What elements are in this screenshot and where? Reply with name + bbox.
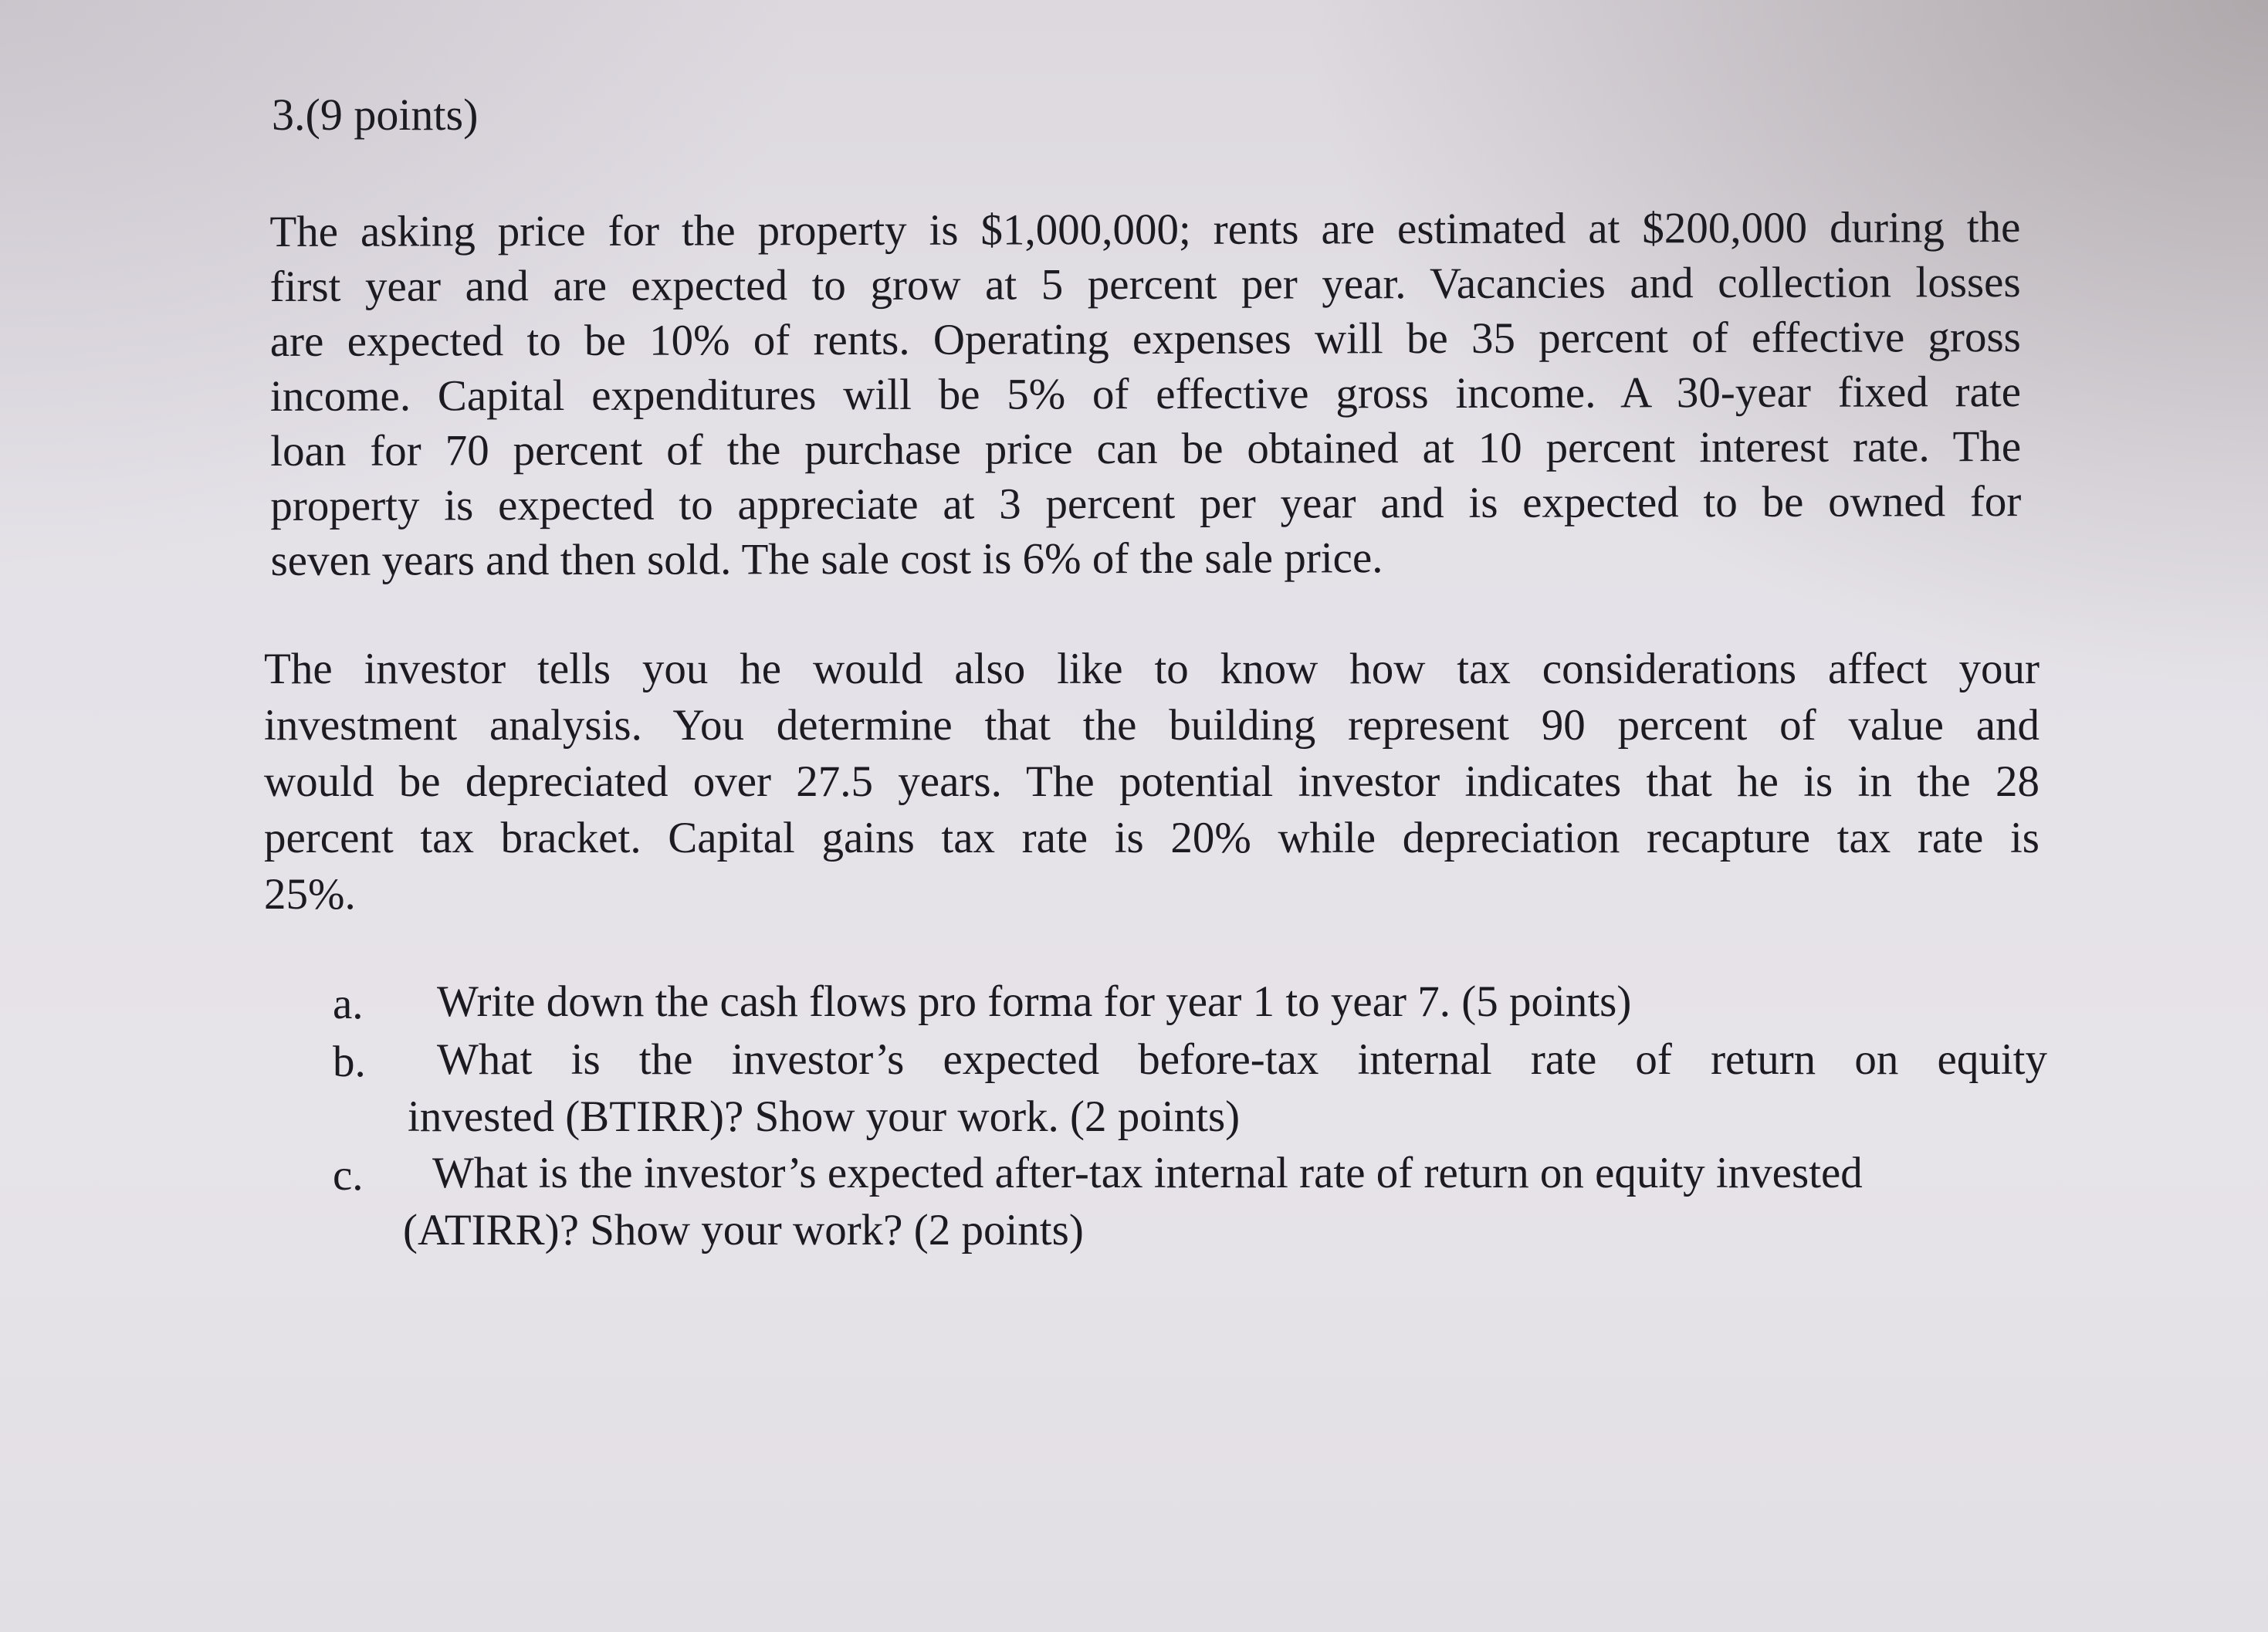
text-line: income. Capital expenditures will be 5% of effective gross income. A 30-year fixed rate — [269, 367, 2022, 421]
item-text-c: What is the investor’s expected after-tax internal rate of return on equity invested — [432, 1149, 1863, 1197]
text-line: percent tax bracket. Capital gains tax rate is 20% while depreciation recapture tax rate is — [264, 814, 2040, 862]
problem-paragraph — [269, 200, 2021, 588]
text-line: seven years and then sold. The sale cost is 6% of the sale price. — [270, 533, 1383, 585]
item-label-c: c. — [333, 1151, 364, 1200]
text-line: investment analysis. You determine that the building represent 90 percent of value and — [264, 701, 2040, 750]
text-line: would be depreciated over 27.5 years. The potential investor indicates that he is in the 28 — [264, 757, 2040, 806]
item-label-a: a. — [333, 980, 364, 1028]
text-line: property is expected to appreciate at 3 percent per year and is expected to be owned for — [270, 477, 2022, 530]
item-text-c-cont: (ATIRR)? Show your work? (2 points) — [403, 1206, 1084, 1254]
item-label-b: b. — [333, 1038, 366, 1086]
text-line: first year and are expected to grow at 5 percent per year. Vacancies and collection losses — [269, 258, 2021, 311]
text-line: The investor tells you he would also like to know how tax considerations affect your — [264, 645, 2040, 693]
question-title: 3.(9 points) — [272, 90, 479, 140]
text-line: The asking price for the property is $1,000,000; rents are estimated at $200,000 during the — [269, 203, 2021, 256]
item-text-b: What is the investor’s expected before-tax internal rate of return on equity — [437, 1035, 2047, 1084]
text-line: 25%. — [264, 870, 356, 919]
text-line: are expected to be 10% of rents. Operating expenses will be 35 percent of effective gross — [269, 313, 2021, 366]
item-text-a: Write down the cash flows pro forma for year 1 to year 7. (5 points) — [437, 977, 1632, 1026]
item-text-b-cont: invested (BTIRR)? Show your work. (2 points) — [408, 1092, 1241, 1141]
tax-paragraph — [264, 641, 2040, 923]
text-line: loan for 70 percent of the purchase price can be obtained at 10 percent interest rate. The — [270, 422, 2022, 476]
